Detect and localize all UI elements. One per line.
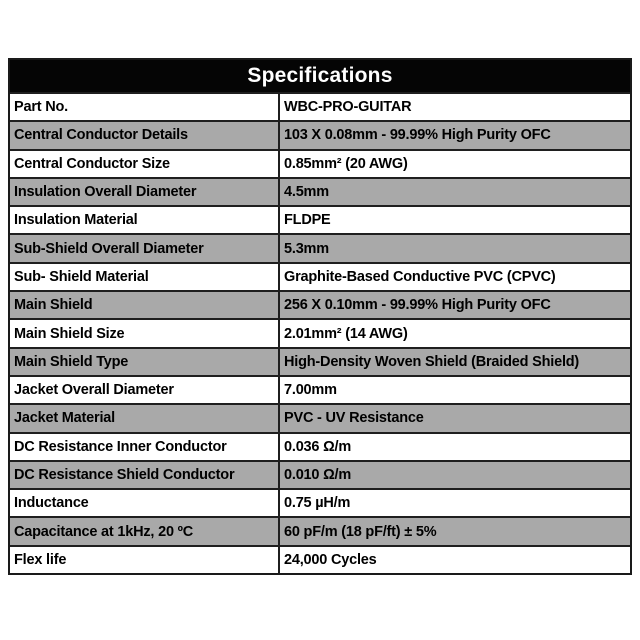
- table-row: [10, 205, 630, 233]
- spec-label: DC Resistance Shield Conductor: [10, 462, 280, 488]
- table-row: [10, 92, 630, 120]
- spec-value: PVC - UV Resistance: [284, 410, 424, 427]
- table-row: [10, 545, 630, 573]
- spec-label: Central Conductor Details: [10, 122, 280, 148]
- table-title: Specifications: [10, 60, 630, 92]
- spec-label: Main Shield Type: [10, 349, 280, 375]
- spec-value: 2.01mm² (14 AWG): [284, 325, 408, 342]
- table-body: [10, 92, 630, 573]
- spec-label: Sub-Shield Overall Diameter: [10, 235, 280, 261]
- spec-label: Insulation Material: [10, 207, 280, 233]
- table-row: [10, 262, 630, 290]
- spec-value: 60 pF/m (18 pF/ft) ± 5%: [284, 523, 437, 540]
- spec-value: 5.3mm: [284, 240, 329, 257]
- table-row: [10, 403, 630, 431]
- spec-value: 256 X 0.10mm - 99.99% High Purity OFC: [284, 297, 551, 314]
- spec-value: FLDPE: [284, 212, 331, 229]
- spec-label: Inductance: [10, 490, 280, 516]
- table-row: [10, 432, 630, 460]
- spec-label: Main Shield: [10, 292, 280, 318]
- spec-value: WBC-PRO-GUITAR: [284, 99, 412, 116]
- table-row: [10, 347, 630, 375]
- spec-value: 24,000 Cycles: [284, 551, 377, 568]
- spec-value: 0.010 Ω/m: [284, 467, 352, 483]
- spec-value: 4.5mm: [284, 184, 329, 201]
- spec-value: 0.036 Ω/m: [284, 438, 352, 455]
- spec-label: Part No.: [10, 94, 280, 120]
- spec-value: 7.00mm: [284, 382, 337, 399]
- table-row: [10, 318, 630, 346]
- table-row: [10, 120, 630, 148]
- spec-label: Jacket Overall Diameter: [10, 377, 280, 403]
- table-row: [10, 233, 630, 261]
- table-row: [10, 375, 630, 403]
- table-row: [10, 290, 630, 318]
- table-row: [10, 516, 630, 544]
- spec-label: Insulation Overall Diameter: [10, 179, 280, 205]
- spec-label: DC Resistance Inner Conductor: [10, 434, 280, 460]
- spec-value: 103 X 0.08mm - 99.99% High Purity OFC: [284, 127, 551, 144]
- spec-value: 0.85mm² (20 AWG): [284, 155, 408, 172]
- table-row: [10, 460, 630, 488]
- spec-label: Main Shield Size: [10, 320, 280, 346]
- specifications-table: [8, 58, 632, 575]
- spec-value: 0.75 µH/m: [284, 495, 351, 512]
- table-row: [10, 149, 630, 177]
- spec-value: Graphite-Based Conductive PVC (CPVC): [284, 268, 556, 285]
- table-row: [10, 488, 630, 516]
- spec-label: Flex life: [10, 547, 280, 573]
- spec-label: Central Conductor Size: [10, 151, 280, 177]
- spec-label: Jacket Material: [10, 405, 280, 431]
- spec-value: High-Density Woven Shield (Braided Shield): [284, 353, 580, 370]
- spec-label: Capacitance at 1kHz, 20 ºC: [10, 518, 280, 544]
- table-row: [10, 177, 630, 205]
- spec-label: Sub- Shield Material: [10, 264, 280, 290]
